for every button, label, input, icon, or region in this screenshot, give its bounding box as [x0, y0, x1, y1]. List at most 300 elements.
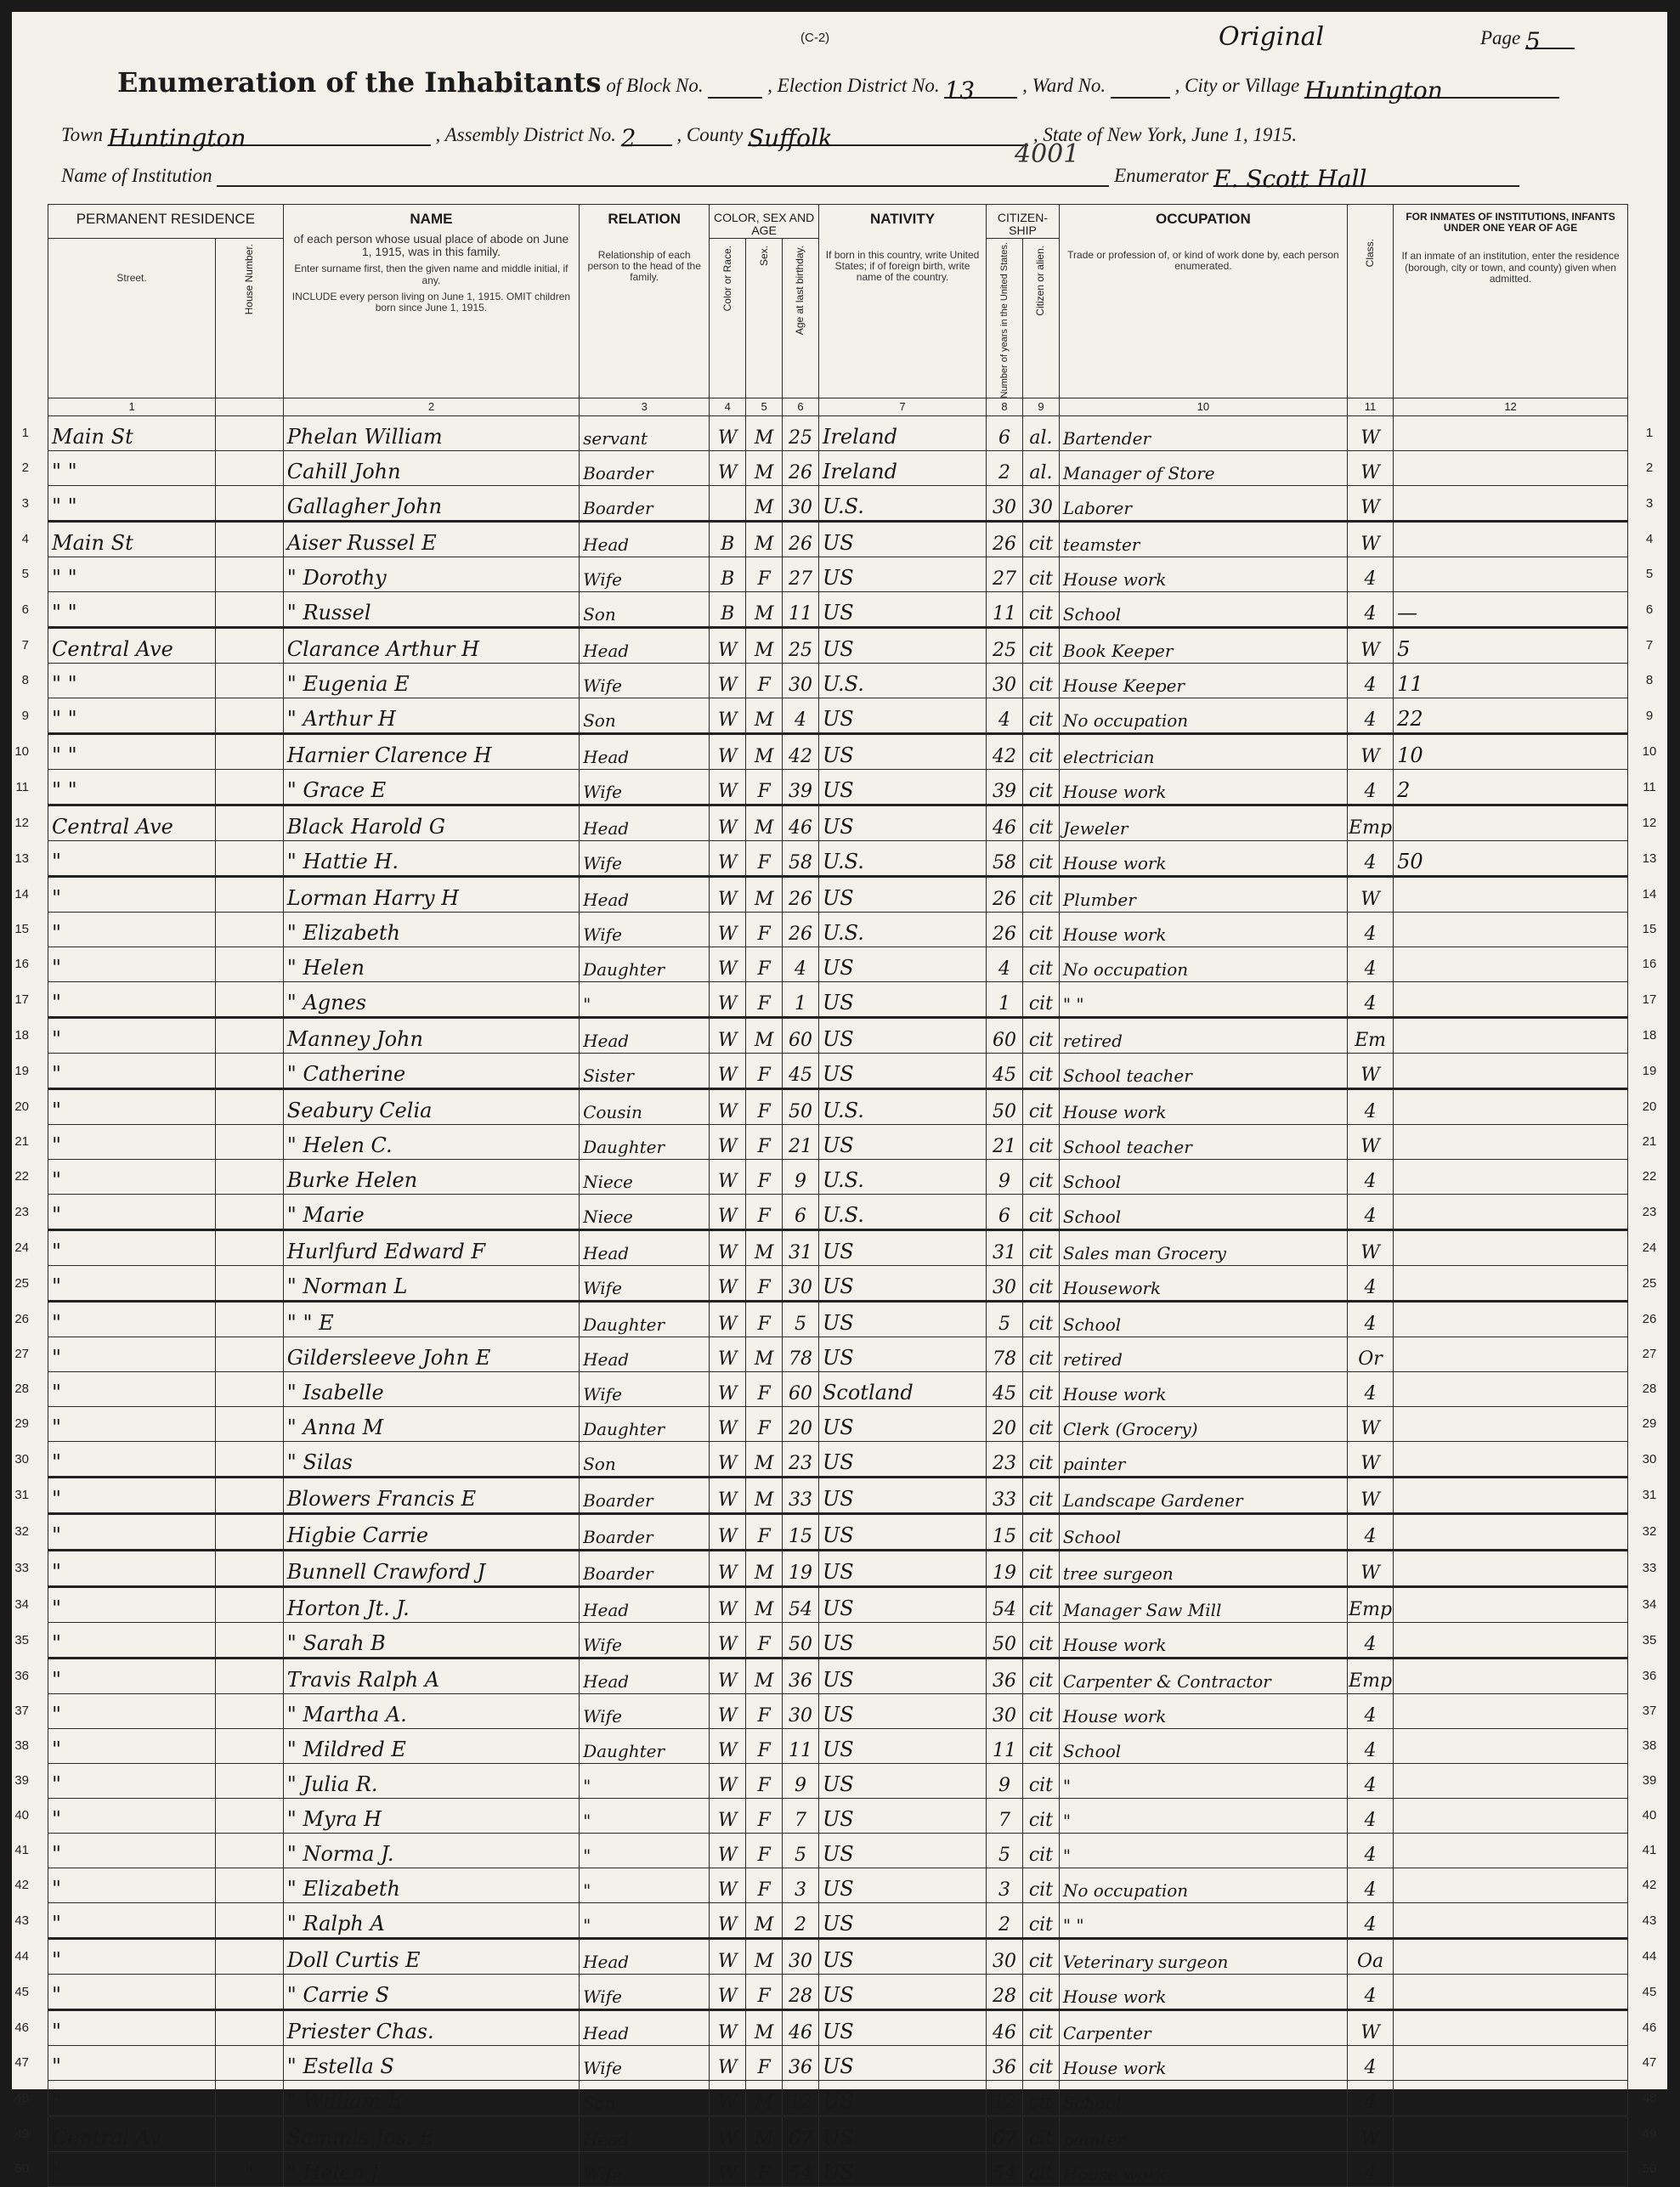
- line-number-left: 42: [14, 1878, 29, 1893]
- class-cell: W: [1347, 877, 1393, 913]
- years-in-us-cell: 15: [987, 1514, 1023, 1551]
- age-cell: 25: [783, 416, 819, 451]
- citizen-cell: cit: [1022, 1834, 1059, 1868]
- years-in-us-cell: 67: [987, 2116, 1023, 2152]
- name-header: NAME of each person whose usual place of abode on June 1, 1915, was in this family. Enter surname first, then the given name and middle initial, if any. INCLUDE every person living on June 1, 1915. OMIT children born since June 1, 1915.: [283, 205, 579, 398]
- table-row: [48, 592, 1628, 628]
- name-cell: Gallagher John: [283, 486, 579, 522]
- inmate-cell: [1394, 522, 1628, 557]
- years-in-us-cell: 12: [987, 2081, 1023, 2116]
- age-cell: 3: [783, 1868, 819, 1903]
- occupation-cell: House work: [1059, 2046, 1347, 2081]
- sex-cell: F: [746, 1729, 783, 1764]
- line-number-left: 50: [14, 2162, 29, 2177]
- table-row: [48, 913, 1628, 947]
- line-number-right: 43: [1642, 1913, 1657, 1928]
- class-cell: 4: [1347, 1975, 1393, 2010]
- occupation-cell: House work: [1059, 1975, 1347, 2010]
- color-cell: W: [710, 1054, 746, 1089]
- color-cell: W: [710, 1551, 746, 1587]
- years-in-us-cell: 46: [987, 805, 1023, 841]
- line-number-left: 45: [14, 1984, 29, 1999]
- house-number-cell: [216, 2081, 284, 2116]
- years-in-us-cell: 6: [987, 1195, 1023, 1230]
- inmate-cell: [1394, 1018, 1628, 1054]
- relation-cell: Wife: [580, 557, 710, 592]
- inmate-cell: [1394, 416, 1628, 451]
- citizen-cell: cit: [1022, 1407, 1059, 1442]
- name-cell: " Martha A.: [283, 1694, 579, 1729]
- inmate-cell: 22: [1394, 698, 1628, 734]
- occupation-cell: School: [1059, 1160, 1347, 1195]
- inmate-cell: [1394, 1195, 1628, 1230]
- line-number-right: 28: [1642, 1382, 1657, 1397]
- citizen-cell: cit: [1022, 2152, 1059, 2187]
- enumerator: E. Scott Hall: [1213, 165, 1367, 193]
- inmate-cell: [1394, 1551, 1628, 1587]
- table-row: [48, 770, 1628, 805]
- street-cell: ": [48, 1089, 216, 1125]
- line-number-left: 5: [21, 567, 29, 582]
- class-cell: W: [1347, 416, 1393, 451]
- color-cell: W: [710, 734, 746, 770]
- nativity-cell: US: [818, 1764, 986, 1799]
- column-number: 6: [783, 398, 819, 416]
- sex-cell: F: [746, 1799, 783, 1834]
- citizen-cell: cit: [1022, 982, 1059, 1018]
- line-number-right: 27: [1642, 1347, 1657, 1362]
- class-cell: Emp: [1347, 1659, 1393, 1694]
- sex-cell: F: [746, 664, 783, 698]
- house-number-cell: [216, 522, 284, 557]
- house-number-cell: [216, 698, 284, 734]
- line-number-right: 7: [1645, 637, 1654, 653]
- class-cell: 4: [1347, 1160, 1393, 1195]
- line-number-right: 23: [1642, 1204, 1657, 1219]
- color-cell: W: [710, 416, 746, 451]
- relation-cell: Boarder: [580, 1478, 710, 1514]
- class-cell: 4: [1347, 1089, 1393, 1125]
- column-number: 3: [580, 398, 710, 416]
- class-cell: Or: [1347, 1337, 1393, 1372]
- age-cell: 26: [783, 451, 819, 486]
- line-number-left: 19: [14, 1063, 29, 1078]
- occupation-cell: School: [1059, 1514, 1347, 1551]
- citizen-cell: cit: [1022, 2116, 1059, 2152]
- citizen-cell: cit: [1022, 1694, 1059, 1729]
- form-code: (C-2): [800, 31, 830, 45]
- nativity-cell: US: [818, 2010, 986, 2046]
- nativity-cell: Ireland: [818, 451, 986, 486]
- name-cell: Cahill John: [283, 451, 579, 486]
- street-cell: ": [48, 1694, 216, 1729]
- age-cell: 45: [783, 1054, 819, 1089]
- age-cell: 30: [783, 486, 819, 522]
- line-number-right: 38: [1642, 1738, 1657, 1754]
- house-number-cell: [216, 841, 284, 877]
- color-cell: W: [710, 2010, 746, 2046]
- table-row: [48, 1302, 1628, 1337]
- inmate-cell: [1394, 557, 1628, 592]
- house-number-cell: [216, 1834, 284, 1868]
- class-cell: W: [1347, 1551, 1393, 1587]
- relation-cell: Head: [580, 2116, 710, 2152]
- class-cell: Emp: [1347, 805, 1393, 841]
- line-number-left: 7: [21, 637, 29, 653]
- sex-cell: F: [746, 1764, 783, 1799]
- line-number-left: 2: [21, 461, 29, 476]
- inmate-cell: [1394, 947, 1628, 982]
- nativity-cell: US: [818, 1442, 986, 1478]
- inmate-cell: [1394, 1903, 1628, 1939]
- name-cell: Seabury Celia: [283, 1089, 579, 1125]
- relation-cell: ": [580, 1868, 710, 1903]
- street-cell: ": [48, 877, 216, 913]
- years-in-us-cell: 58: [987, 841, 1023, 877]
- color-cell: [710, 486, 746, 522]
- nativity-cell: U.S.: [818, 1195, 986, 1230]
- table-row: [48, 1407, 1628, 1442]
- years-in-us-cell: 30: [987, 486, 1023, 522]
- citizen-cell: cit: [1022, 1799, 1059, 1834]
- inmate-cell: [1394, 1478, 1628, 1514]
- class-cell: 4: [1347, 664, 1393, 698]
- nativity-cell: US: [818, 1868, 986, 1903]
- occupation-cell: painter: [1059, 1442, 1347, 1478]
- house-number-cell: [216, 1407, 284, 1442]
- table-row: [48, 2010, 1628, 2046]
- sex-cell: F: [746, 1975, 783, 2010]
- street-cell: ": [48, 1514, 216, 1551]
- age-cell: 21: [783, 1125, 819, 1160]
- color-cell: W: [710, 1160, 746, 1195]
- name-cell: " Silas: [283, 1442, 579, 1478]
- line-number-right: 21: [1642, 1134, 1657, 1150]
- street-cell: " ": [48, 734, 216, 770]
- citizen-cell: cit: [1022, 1089, 1059, 1125]
- name-cell: " Helen C.: [283, 1125, 579, 1160]
- line-number-left: 49: [14, 2126, 29, 2141]
- nativity-cell: U.S.: [818, 486, 986, 522]
- name-cell: " William E: [283, 2081, 579, 2116]
- occupation-cell: Clerk (Grocery): [1059, 1407, 1347, 1442]
- color-cell: W: [710, 2081, 746, 2116]
- occupation-header: OCCUPATION Trade or profession of, or kind of work done by, each person enumerated.: [1059, 205, 1347, 398]
- inmate-cell: [1394, 1054, 1628, 1089]
- line-number-right: 46: [1642, 2020, 1657, 2035]
- street-cell: Central Ave: [48, 628, 216, 664]
- line-number-left: 48: [14, 2090, 29, 2105]
- citizen-cell: al.: [1022, 416, 1059, 451]
- relation-cell: Son: [580, 698, 710, 734]
- years-in-us-cell: 25: [987, 628, 1023, 664]
- street-cell: ": [48, 982, 216, 1018]
- street-cell: ": [48, 1834, 216, 1868]
- nativity-cell: U.S.: [818, 1089, 986, 1125]
- age-cell: 2: [783, 1903, 819, 1939]
- inmate-cell: 2: [1394, 770, 1628, 805]
- house-number-cell: [216, 1799, 284, 1834]
- nativity-cell: US: [818, 1799, 986, 1834]
- nativity-cell: US: [818, 1975, 986, 2010]
- line-number-left: 44: [14, 1948, 29, 1964]
- years-in-us-cell: 36: [987, 1659, 1023, 1694]
- table-row: [48, 1195, 1628, 1230]
- age-cell: 36: [783, 1659, 819, 1694]
- age-cell: 30: [783, 1266, 819, 1302]
- relation-cell: ": [580, 1903, 710, 1939]
- relation-header: RELATION Relationship of each person to the head of the family.: [580, 205, 710, 398]
- street-cell: ": [48, 2010, 216, 2046]
- citizen-cell: cit: [1022, 770, 1059, 805]
- citizen-cell: cit: [1022, 1018, 1059, 1054]
- sex-cell: M: [746, 1018, 783, 1054]
- color-cell: W: [710, 1764, 746, 1799]
- years-in-us-cell: 30: [987, 1694, 1023, 1729]
- years-in-us-cell: 45: [987, 1372, 1023, 1407]
- header-line-1: Enumeration of the Inhabitants of Block No. , Election District No. 13 , Ward No. , City or Village Huntington: [117, 66, 1559, 99]
- name-cell: " Grace E: [283, 770, 579, 805]
- inmate-cell: [1394, 1160, 1628, 1195]
- line-number-left: 47: [14, 2055, 29, 2071]
- line-number-right: 37: [1642, 1704, 1657, 1719]
- years-in-us-cell: 30: [987, 1266, 1023, 1302]
- age-cell: 46: [783, 805, 819, 841]
- years-in-us-cell: 42: [987, 734, 1023, 770]
- age-cell: 15: [783, 1514, 819, 1551]
- nativity-cell: US: [818, 1729, 986, 1764]
- line-number-right: 26: [1642, 1311, 1657, 1326]
- age-cell: 42: [783, 734, 819, 770]
- name-cell: " Hattie H.: [283, 841, 579, 877]
- table-row: [48, 1903, 1628, 1939]
- citizen-cell: cit: [1022, 913, 1059, 947]
- line-number-left: 29: [14, 1416, 29, 1432]
- sex-cell: F: [746, 841, 783, 877]
- sex-cell: F: [746, 947, 783, 982]
- occupation-cell: School teacher: [1059, 1125, 1347, 1160]
- class-cell: W: [1347, 1478, 1393, 1514]
- line-number-right: 20: [1642, 1099, 1657, 1114]
- town: Huntington: [107, 124, 246, 152]
- line-number-left: 26: [14, 1311, 29, 1326]
- citizen-cell: al.: [1022, 451, 1059, 486]
- table-row: [48, 1799, 1628, 1834]
- age-cell: 33: [783, 1478, 819, 1514]
- relation-cell: Niece: [580, 1195, 710, 1230]
- color-cell: W: [710, 1834, 746, 1868]
- inmate-cell: [1394, 1125, 1628, 1160]
- line-number-left: 21: [14, 1134, 29, 1150]
- relation-cell: Head: [580, 734, 710, 770]
- occupation-cell: " ": [1059, 982, 1347, 1018]
- name-cell: Higbie Carrie: [283, 1514, 579, 1551]
- name-cell: " Norman L: [283, 1266, 579, 1302]
- years-in-us-cell: 54: [987, 2152, 1023, 2187]
- street-cell: ": [48, 2152, 216, 2187]
- county: Suffolk: [748, 124, 833, 152]
- color-cell: W: [710, 1089, 746, 1125]
- occupation-cell: House work: [1059, 841, 1347, 877]
- color-cell: W: [710, 698, 746, 734]
- relation-cell: Wife: [580, 913, 710, 947]
- class-cell: W: [1347, 2116, 1393, 2152]
- color-cell: W: [710, 982, 746, 1018]
- street-cell: " ": [48, 451, 216, 486]
- citizen-cell: cit: [1022, 2010, 1059, 2046]
- color-cell: W: [710, 1018, 746, 1054]
- relation-cell: Head: [580, 1587, 710, 1623]
- house-number-cell: [216, 1975, 284, 2010]
- years-in-us-cell: 33: [987, 1478, 1023, 1514]
- color-cell: W: [710, 805, 746, 841]
- street-cell: ": [48, 1302, 216, 1337]
- column-number-row: [48, 398, 1628, 416]
- house-number-cell: [216, 2116, 284, 2152]
- class-cell: W: [1347, 1125, 1393, 1160]
- class-cell: W: [1347, 628, 1393, 664]
- line-number-left: 20: [14, 1099, 29, 1114]
- class-cell: 4: [1347, 592, 1393, 628]
- class-cell: 4: [1347, 1694, 1393, 1729]
- column-number: 2: [283, 398, 579, 416]
- line-number-left: 6: [21, 602, 29, 617]
- color-cell: B: [710, 557, 746, 592]
- years-in-us-cell: 26: [987, 522, 1023, 557]
- occupation-cell: Plumber: [1059, 877, 1347, 913]
- house-number-cell: [216, 2046, 284, 2081]
- sex-cell: M: [746, 2010, 783, 2046]
- relation-cell: Head: [580, 628, 710, 664]
- years-in-us-cell: 78: [987, 1337, 1023, 1372]
- occupation-cell: House work: [1059, 913, 1347, 947]
- class-cell: 4: [1347, 2152, 1393, 2187]
- name-cell: Bunnell Crawford J: [283, 1551, 579, 1587]
- line-number-left: 40: [14, 1808, 29, 1823]
- citizen-cell: cit: [1022, 1623, 1059, 1659]
- occupation-cell: House work: [1059, 770, 1347, 805]
- color-cell: W: [710, 1868, 746, 1903]
- relation-cell: ": [580, 1764, 710, 1799]
- color-cell: W: [710, 1230, 746, 1266]
- occupation-cell: Housework: [1059, 1266, 1347, 1302]
- street-cell: ": [48, 2046, 216, 2081]
- table-row: [48, 1729, 1628, 1764]
- line-number-right: 35: [1642, 1632, 1657, 1647]
- street-cell: ": [48, 1729, 216, 1764]
- sex-cell: F: [746, 1302, 783, 1337]
- nativity-cell: US: [818, 1302, 986, 1337]
- class-cell: 4: [1347, 1903, 1393, 1939]
- line-number-left: 22: [14, 1169, 29, 1184]
- nativity-cell: US: [818, 734, 986, 770]
- nativity-cell: Ireland: [818, 416, 986, 451]
- occupation-cell: School: [1059, 592, 1347, 628]
- color-cell: B: [710, 522, 746, 557]
- table-row: [48, 451, 1628, 486]
- age-cell: 20: [783, 1407, 819, 1442]
- line-number-right: 49: [1642, 2126, 1657, 2141]
- years-in-us-cell: 3: [987, 1868, 1023, 1903]
- sex-header: Sex.: [746, 238, 783, 398]
- citizenship-header: CITIZEN-SHIP: [987, 205, 1060, 239]
- class-cell: Emp: [1347, 1587, 1393, 1623]
- citizen-cell: cit: [1022, 1478, 1059, 1514]
- name-cell: Phelan William: [283, 416, 579, 451]
- house-number-cell: [216, 2010, 284, 2046]
- citizen-cell: cit: [1022, 734, 1059, 770]
- sex-cell: M: [746, 2081, 783, 2116]
- age-cell: 26: [783, 522, 819, 557]
- age-cell: 46: [783, 2010, 819, 2046]
- line-number-right: 33: [1642, 1561, 1657, 1576]
- relation-cell: Cousin: [580, 1089, 710, 1125]
- table-row: [48, 1372, 1628, 1407]
- line-number-left: 35: [14, 1632, 29, 1647]
- age-cell: 58: [783, 841, 819, 877]
- years-in-us-cell: 23: [987, 1442, 1023, 1478]
- house-number-cell: [216, 1868, 284, 1903]
- relation-cell: Wife: [580, 1623, 710, 1659]
- sex-cell: F: [746, 1868, 783, 1903]
- street-cell: ": [48, 1407, 216, 1442]
- class-cell: 4: [1347, 1623, 1393, 1659]
- inmate-cell: —: [1394, 592, 1628, 628]
- name-cell: Priester Chas.: [283, 2010, 579, 2046]
- name-cell: Burke Helen: [283, 1160, 579, 1195]
- inmate-cell: [1394, 1694, 1628, 1729]
- table-row: [48, 1337, 1628, 1372]
- sex-cell: F: [746, 1407, 783, 1442]
- line-number-right: 16: [1642, 957, 1657, 972]
- sex-cell: F: [746, 1089, 783, 1125]
- nativity-cell: US: [818, 2116, 986, 2152]
- page-label: Page 5: [1480, 27, 1575, 49]
- original-note: Original: [1219, 22, 1325, 52]
- inmate-cell: [1394, 451, 1628, 486]
- line-number-right: 4: [1645, 531, 1654, 546]
- house-number-cell: [216, 1230, 284, 1266]
- line-number-left: 31: [14, 1488, 29, 1503]
- inmate-cell: [1394, 1337, 1628, 1372]
- nativity-cell: US: [818, 592, 986, 628]
- occupation-cell: Manager Saw Mill: [1059, 1587, 1347, 1623]
- inmate-cell: [1394, 2081, 1628, 2116]
- years-in-us-cell: 50: [987, 1089, 1023, 1125]
- occupation-cell: ": [1059, 1764, 1347, 1799]
- age-cell: 54: [783, 2152, 819, 2187]
- age-cell: 23: [783, 1442, 819, 1478]
- line-number-left: 13: [14, 850, 29, 866]
- occupation-cell: House Keeper: [1059, 664, 1347, 698]
- inmate-cell: [1394, 1302, 1628, 1337]
- years-in-us-cell: 36: [987, 2046, 1023, 2081]
- line-number-left: 25: [14, 1275, 29, 1291]
- line-number-right: 14: [1642, 886, 1657, 901]
- line-number-right: 40: [1642, 1808, 1657, 1823]
- color-cell: W: [710, 1623, 746, 1659]
- age-cell: 9: [783, 1160, 819, 1195]
- class-cell: W: [1347, 1442, 1393, 1478]
- table-row: [48, 982, 1628, 1018]
- class-cell: 4: [1347, 2081, 1393, 2116]
- street-cell: ": [48, 947, 216, 982]
- street-cell: ": [48, 1868, 216, 1903]
- line-number-left: 18: [14, 1027, 29, 1043]
- class-cell: 4: [1347, 1834, 1393, 1868]
- color-cell: W: [710, 1903, 746, 1939]
- name-cell: " Isabelle: [283, 1372, 579, 1407]
